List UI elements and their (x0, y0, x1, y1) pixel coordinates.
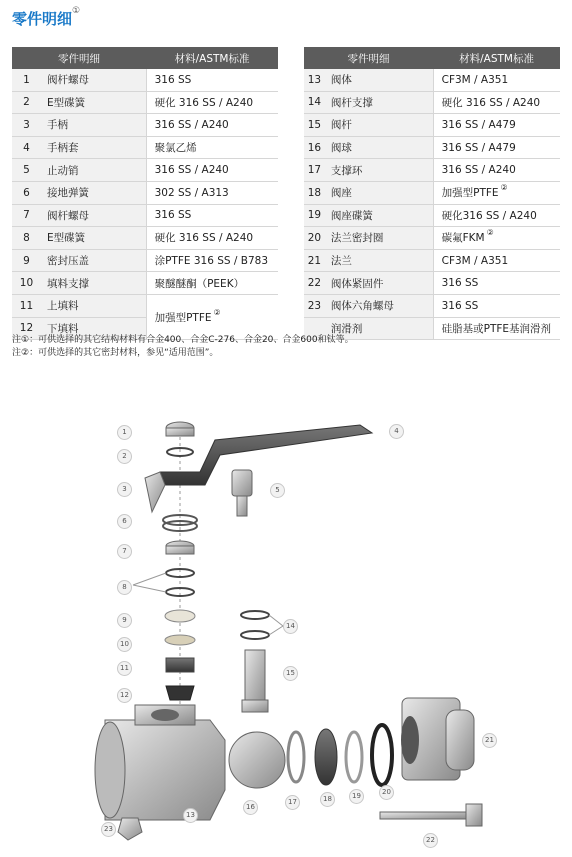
part-stem-nut (166, 422, 194, 436)
material-text: CF3M / A351 (441, 73, 509, 86)
table-row (304, 159, 560, 182)
part-material: 硬化 316 SS / A240 (146, 91, 278, 114)
callout-11: 11 (117, 661, 132, 676)
part-number: 21 (304, 249, 325, 272)
part-name: 上填料 (41, 294, 146, 317)
part-number: 11 (12, 294, 41, 317)
material-note: ② (486, 228, 494, 238)
part-name: 阀座碟簧 (325, 204, 433, 227)
part-number: 6 (12, 181, 41, 204)
part-name: 法兰密封圈 (325, 227, 433, 250)
table-row (12, 272, 278, 295)
part-name: 手柄 (41, 114, 146, 137)
part-material (433, 204, 560, 227)
table-row (12, 159, 278, 182)
table-row (304, 181, 560, 204)
callout-17: 17 (285, 795, 300, 810)
callout-7: 7 (117, 544, 132, 559)
table-row (12, 91, 278, 114)
callout-3: 3 (117, 482, 132, 497)
part-material (433, 136, 560, 159)
part-name: 阀杆螺母 (41, 69, 146, 91)
callout-6: 6 (117, 514, 132, 529)
part-material-merged (146, 294, 278, 339)
part-name: 阀体紧固件 (325, 272, 433, 295)
callout-14: 14 (283, 619, 298, 634)
callout-20: 20 (379, 785, 394, 800)
callout-21: 21 (482, 733, 497, 748)
part-flange (401, 698, 474, 780)
part-name: 法兰 (325, 249, 433, 272)
part-name: 润滑剂 (325, 317, 433, 340)
part-material (433, 227, 560, 250)
part-number: 20 (304, 227, 325, 250)
material-text: 316 SS (441, 299, 479, 312)
part-name: E型碟簧 (41, 91, 146, 114)
callout-2: 2 (117, 449, 132, 464)
footnote-1: 注①：可供选择的其它结构材料有合金400、合金C-276、合金20、合金600和钛等。 (12, 335, 354, 345)
table-row (304, 204, 560, 227)
header-material: 材料/ASTM标准 (146, 47, 278, 69)
callout-4: 4 (389, 424, 404, 439)
part-number: 14 (304, 91, 325, 114)
part-name: 下填料 (41, 317, 146, 340)
material-note: ② (213, 307, 221, 317)
part-material (433, 181, 560, 204)
footnote-2: 注②：可供选择的其它密封材料，参见“适用范围”。 (12, 348, 219, 358)
callout-5: 5 (270, 483, 285, 498)
callout-23: 23 (101, 822, 116, 837)
material-text: 加强型PTFE (441, 187, 499, 200)
table-row (12, 227, 278, 250)
callout-8: 8 (117, 580, 132, 595)
footnotes (12, 334, 354, 360)
callout-12: 12 (117, 688, 132, 703)
part-number: 23 (304, 294, 325, 317)
material-text: 316 SS (441, 277, 479, 290)
table-row (304, 272, 560, 295)
part-material: 316 SS (146, 69, 278, 91)
material-text: 316 SS / A479 (441, 118, 516, 131)
part-name: 止动销 (41, 159, 146, 182)
table-row (12, 294, 278, 317)
part-material: 316 SS (146, 204, 278, 227)
merged-material: 加强型PTFE (154, 311, 212, 324)
table-row (304, 227, 560, 250)
material-text: 316 SS / A479 (441, 141, 516, 154)
callout-9: 9 (117, 613, 132, 628)
callout-16: 16 (243, 800, 258, 815)
part-material (433, 114, 560, 137)
part-material (433, 294, 560, 317)
part-number: 3 (12, 114, 41, 137)
callout-1: 1 (117, 425, 132, 440)
table-row (12, 69, 278, 91)
part-material (433, 317, 560, 340)
part-material: 302 SS / A313 (146, 181, 278, 204)
material-text: CF3M / A351 (441, 254, 509, 267)
part-number: 19 (304, 204, 325, 227)
material-text: 硅脂基或PTFE基润滑剂 (441, 322, 552, 335)
part-name: 填料支撑 (41, 272, 146, 295)
table-row (304, 249, 560, 272)
table-row (304, 294, 560, 317)
table-row (12, 114, 278, 137)
part-name: 手柄套 (41, 136, 146, 159)
part-material (433, 272, 560, 295)
part-number: 18 (304, 181, 325, 204)
parts-table-left (12, 47, 278, 340)
part-name: 阀杆螺母 (41, 204, 146, 227)
part-name: 阀球 (325, 136, 433, 159)
part-number: 17 (304, 159, 325, 182)
part-number: 13 (304, 69, 325, 91)
part-material: 聚醚醚酮（PEEK） (146, 272, 278, 295)
part-material (433, 249, 560, 272)
part-number: 8 (12, 227, 41, 250)
callout-13: 13 (183, 808, 198, 823)
part-name: 接地弹簧 (41, 181, 146, 204)
part-name: 阀体六角螺母 (325, 294, 433, 317)
header-material: 材料/ASTM标准 (433, 47, 560, 69)
part-number: 1 (12, 69, 41, 91)
table-row (304, 69, 560, 91)
part-stem (242, 650, 268, 712)
part-number: 12 (12, 317, 41, 340)
part-ball (229, 732, 285, 788)
part-name: 密封压盖 (41, 249, 146, 272)
part-number: 4 (12, 136, 41, 159)
table-row (12, 181, 278, 204)
table-row (12, 249, 278, 272)
part-number: 10 (12, 272, 41, 295)
part-number: 5 (12, 159, 41, 182)
part-hex-nut (118, 818, 142, 840)
part-name: 阀体 (325, 69, 433, 91)
part-material: 聚氯乙烯 (146, 136, 278, 159)
table-row (12, 136, 278, 159)
callout-10: 10 (117, 637, 132, 652)
part-material: 涂PTFE 316 SS / B783 (146, 249, 278, 272)
material-text: 碳氟FKM (441, 232, 485, 245)
material-text: 硬化316 SS / A240 (441, 209, 537, 222)
table-row (12, 204, 278, 227)
part-material: 316 SS / A240 (146, 159, 278, 182)
part-bolt (380, 804, 482, 826)
callout-15: 15 (283, 666, 298, 681)
part-material (433, 159, 560, 182)
table-row (304, 114, 560, 137)
part-number: 2 (12, 91, 41, 114)
header-part: 零件明细 (12, 47, 146, 69)
part-number: 15 (304, 114, 325, 137)
parts-table-right (304, 47, 560, 340)
page-title: 零件明细① (12, 6, 81, 28)
part-number: 9 (12, 249, 41, 272)
title-note: ① (72, 6, 81, 16)
part-body (95, 705, 225, 820)
table-row (304, 91, 560, 114)
part-name: 阀杆支撑 (325, 91, 433, 114)
callout-19: 19 (349, 789, 364, 804)
part-stop-pin (232, 470, 252, 516)
part-name: E型碟簧 (41, 227, 146, 250)
part-material (433, 91, 560, 114)
part-material (433, 69, 560, 91)
part-material: 硬化 316 SS / A240 (146, 227, 278, 250)
part-material: 316 SS / A240 (146, 114, 278, 137)
callout-18: 18 (320, 792, 335, 807)
part-name: 阀座 (325, 181, 433, 204)
part-name: 阀杆 (325, 114, 433, 137)
header-part: 零件明细 (304, 47, 433, 69)
part-name: 支撑环 (325, 159, 433, 182)
part-number: 16 (304, 136, 325, 159)
part-number: 22 (304, 272, 325, 295)
part-number: 7 (12, 204, 41, 227)
material-note: ② (500, 183, 508, 193)
callout-22: 22 (423, 833, 438, 848)
material-text: 316 SS / A240 (441, 164, 516, 177)
table-row (304, 136, 560, 159)
material-text: 硬化 316 SS / A240 (441, 96, 541, 109)
